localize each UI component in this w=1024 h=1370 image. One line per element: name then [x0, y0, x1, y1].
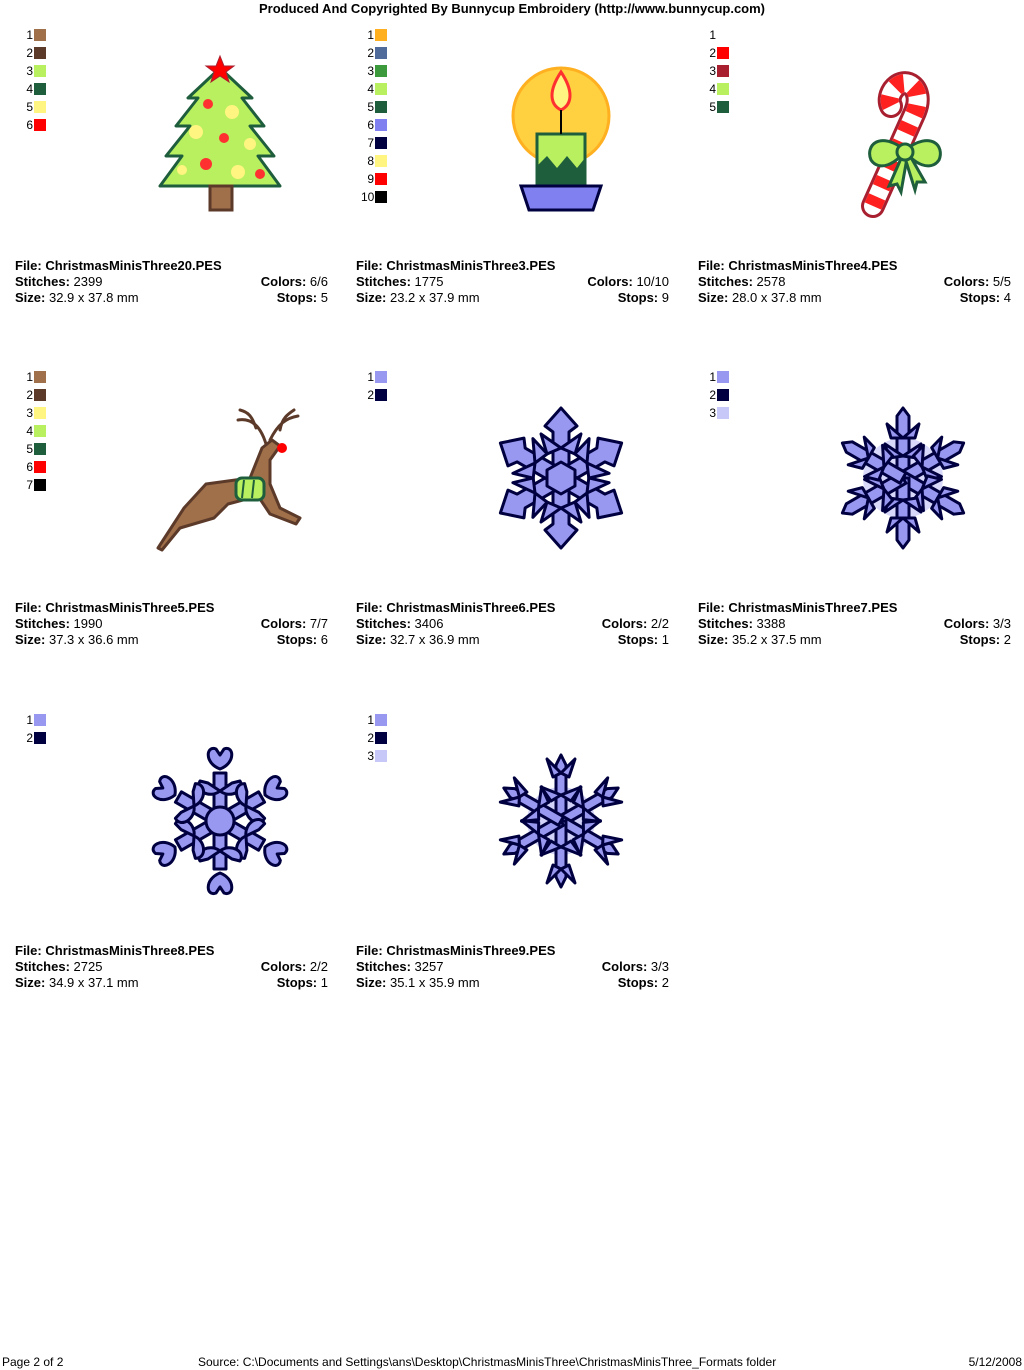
legend-row	[361, 44, 387, 62]
color-count: 2/2	[309, 959, 328, 974]
stop-count: 2	[661, 975, 669, 990]
color-swatch	[34, 29, 46, 41]
design-size: 32.9 x 37.8 mm	[48, 290, 139, 305]
legend-number: 3	[367, 749, 374, 763]
legend-number: 3	[367, 64, 374, 78]
candy-cane-icon	[793, 46, 1013, 226]
color-swatch	[34, 479, 46, 491]
color-swatch	[375, 119, 387, 131]
design-info: File: ChristmasMinisThree20.PES Stitches: 2399 Colors: 6/6 Size: 32.9 x 37.8 mm Stops: 5	[15, 258, 328, 305]
color-legend	[361, 711, 387, 765]
legend-number: 4	[709, 82, 716, 96]
legend-number: 1	[709, 28, 716, 42]
stitch-count: 3388	[756, 616, 786, 631]
design-card	[15, 368, 330, 668]
color-swatch	[717, 65, 729, 77]
design-card	[356, 711, 671, 1011]
stitch-count: 1990	[73, 616, 103, 631]
color-swatch	[375, 732, 387, 744]
legend-number: 2	[367, 731, 374, 745]
legend-number: 1	[709, 370, 716, 384]
legend-row	[361, 134, 387, 152]
design-card	[698, 26, 1013, 326]
color-swatch	[34, 407, 46, 419]
color-count: 2/2	[650, 616, 669, 631]
legend-number: 5	[709, 100, 716, 114]
color-swatch	[34, 83, 46, 95]
color-legend	[703, 368, 729, 422]
color-count: 3/3	[992, 616, 1011, 631]
design-info: File: ChristmasMinisThree7.PES Stitches: 3388 Colors: 3/3 Size: 35.2 x 37.5 mm Stops: 2	[698, 600, 1011, 647]
legend-number: 6	[367, 118, 374, 132]
legend-number: 2	[26, 388, 33, 402]
legend-row	[703, 62, 729, 80]
source-path: Source: C:\Documents and Settings\ans\Desktop\ChristmasMinisThree\ChristmasMinisThree_Formats folder	[198, 1355, 777, 1369]
design-info: File: ChristmasMinisThree5.PES Stitches: 1990 Colors: 7/7 Size: 37.3 x 36.6 mm Stops: 6	[15, 600, 328, 647]
legend-number: 5	[367, 100, 374, 114]
color-swatch	[375, 714, 387, 726]
legend-row	[20, 458, 46, 476]
legend-number: 1	[367, 370, 374, 384]
legend-row	[20, 62, 46, 80]
stop-count: 6	[320, 632, 328, 647]
page-footer	[0, 1355, 1024, 1369]
color-swatch	[717, 47, 729, 59]
legend-number: 8	[367, 154, 374, 168]
legend-number: 7	[26, 478, 33, 492]
legend-row	[703, 404, 729, 422]
color-swatch	[375, 191, 387, 203]
legend-row	[20, 98, 46, 116]
file-name: ChristmasMinisThree5.PES	[45, 600, 215, 615]
legend-number: 3	[26, 64, 33, 78]
color-swatch	[34, 47, 46, 59]
file-name: ChristmasMinisThree7.PES	[728, 600, 898, 615]
legend-row	[361, 711, 387, 729]
legend-number: 3	[709, 64, 716, 78]
design-size: 35.2 x 37.5 mm	[731, 632, 822, 647]
file-name: ChristmasMinisThree3.PES	[386, 258, 556, 273]
legend-number: 7	[367, 136, 374, 150]
christmas-tree-icon	[110, 46, 330, 226]
legend-row	[20, 404, 46, 422]
stop-count: 9	[661, 290, 669, 305]
legend-row	[361, 170, 387, 188]
legend-number: 1	[367, 28, 374, 42]
legend-row	[20, 422, 46, 440]
stitch-count: 3406	[414, 616, 444, 631]
file-name: ChristmasMinisThree20.PES	[45, 258, 222, 273]
design-info: File: ChristmasMinisThree4.PES Stitches: 2578 Colors: 5/5 Size: 28.0 x 37.8 mm Stops: 4	[698, 258, 1011, 305]
legend-number: 4	[367, 82, 374, 96]
legend-number: 2	[709, 388, 716, 402]
legend-row	[361, 747, 387, 765]
legend-row	[703, 98, 729, 116]
color-swatch	[717, 83, 729, 95]
legend-number: 2	[26, 731, 33, 745]
legend-row	[20, 440, 46, 458]
legend-row	[703, 44, 729, 62]
legend-number: 2	[367, 46, 374, 60]
design-size: 28.0 x 37.8 mm	[731, 290, 822, 305]
design-size: 37.3 x 36.6 mm	[48, 632, 139, 647]
color-legend	[361, 26, 387, 206]
snowflake-icon	[451, 731, 671, 911]
color-count: 7/7	[309, 616, 328, 631]
color-swatch	[375, 389, 387, 401]
color-count: 3/3	[650, 959, 669, 974]
color-swatch	[717, 407, 729, 419]
legend-number: 9	[367, 172, 374, 186]
legend-row	[20, 368, 46, 386]
design-size: 32.7 x 36.9 mm	[389, 632, 480, 647]
legend-row	[361, 152, 387, 170]
legend-number: 10	[361, 190, 375, 204]
legend-row	[361, 368, 387, 386]
legend-number: 5	[26, 100, 33, 114]
legend-number: 1	[26, 713, 33, 727]
design-size: 35.1 x 35.9 mm	[389, 975, 480, 990]
legend-number: 2	[709, 46, 716, 60]
color-legend	[20, 368, 46, 494]
color-swatch	[375, 101, 387, 113]
design-info: File: ChristmasMinisThree6.PES Stitches: 3406 Colors: 2/2 Size: 32.7 x 36.9 mm Stops: 1	[356, 600, 669, 647]
legend-row	[20, 476, 46, 494]
color-swatch	[34, 714, 46, 726]
stitch-count: 2725	[73, 959, 103, 974]
color-swatch	[34, 119, 46, 131]
legend-row	[361, 386, 387, 404]
legend-number: 2	[26, 46, 33, 60]
stop-count: 4	[1003, 290, 1011, 305]
stitch-count: 1775	[414, 274, 444, 289]
color-swatch	[375, 137, 387, 149]
color-swatch	[717, 371, 729, 383]
legend-number: 3	[709, 406, 716, 420]
legend-row	[20, 711, 46, 729]
design-card	[356, 368, 671, 668]
color-swatch	[375, 83, 387, 95]
legend-row	[361, 188, 387, 206]
stop-count: 1	[661, 632, 669, 647]
legend-number: 1	[26, 28, 33, 42]
legend-row	[361, 116, 387, 134]
color-count: 6/6	[309, 274, 328, 289]
design-card	[15, 711, 330, 1011]
snowflake-icon	[451, 388, 671, 568]
legend-number: 3	[26, 406, 33, 420]
color-swatch	[34, 443, 46, 455]
color-swatch	[375, 750, 387, 762]
color-legend	[20, 26, 46, 134]
color-swatch	[717, 29, 729, 41]
legend-number: 6	[26, 118, 33, 132]
legend-row	[703, 80, 729, 98]
color-swatch	[375, 47, 387, 59]
design-info: File: ChristmasMinisThree8.PES Stitches: 2725 Colors: 2/2 Size: 34.9 x 37.1 mm Stops: 1	[15, 943, 328, 990]
candle-icon	[451, 46, 671, 226]
legend-number: 4	[26, 82, 33, 96]
legend-row	[361, 98, 387, 116]
stop-count: 1	[320, 975, 328, 990]
stitch-count: 3257	[414, 959, 444, 974]
legend-number: 1	[26, 370, 33, 384]
color-swatch	[375, 155, 387, 167]
legend-row	[703, 368, 729, 386]
color-swatch	[34, 461, 46, 473]
file-name: ChristmasMinisThree4.PES	[728, 258, 898, 273]
legend-row	[703, 26, 729, 44]
legend-row	[20, 80, 46, 98]
legend-row	[361, 729, 387, 747]
legend-number: 4	[26, 424, 33, 438]
color-count: 10/10	[636, 274, 669, 289]
color-swatch	[34, 65, 46, 77]
design-card	[356, 26, 671, 326]
stitch-count: 2578	[756, 274, 786, 289]
color-swatch	[375, 65, 387, 77]
color-legend	[703, 26, 729, 116]
color-swatch	[717, 389, 729, 401]
legend-row	[361, 26, 387, 44]
design-card	[15, 26, 330, 326]
color-swatch	[375, 371, 387, 383]
file-name: ChristmasMinisThree8.PES	[45, 943, 215, 958]
file-name: ChristmasMinisThree6.PES	[386, 600, 556, 615]
color-swatch	[34, 389, 46, 401]
stop-count: 5	[320, 290, 328, 305]
design-size: 34.9 x 37.1 mm	[48, 975, 139, 990]
color-swatch	[375, 29, 387, 41]
reindeer-icon	[110, 388, 330, 568]
file-name: ChristmasMinisThree9.PES	[386, 943, 556, 958]
stop-count: 2	[1003, 632, 1011, 647]
color-swatch	[34, 101, 46, 113]
legend-row	[20, 44, 46, 62]
color-count: 5/5	[992, 274, 1011, 289]
color-swatch	[34, 425, 46, 437]
legend-number: 5	[26, 442, 33, 456]
page-number: Page 2 of 2	[2, 1355, 64, 1369]
snowflake-icon	[793, 388, 1013, 568]
design-card	[698, 368, 1013, 668]
legend-row	[20, 386, 46, 404]
legend-number: 1	[367, 713, 374, 727]
stitch-count: 2399	[73, 274, 103, 289]
legend-number: 6	[26, 460, 33, 474]
print-date: 5/12/2008	[968, 1355, 1022, 1369]
page-header: Produced And Copyrighted By Bunnycup Embroidery (http://www.bunnycup.com)	[258, 1, 766, 16]
legend-row	[361, 80, 387, 98]
legend-row	[703, 386, 729, 404]
color-legend	[20, 711, 46, 747]
design-info: File: ChristmasMinisThree3.PES Stitches: 1775 Colors: 10/10 Size: 23.2 x 37.9 mm Stops: 9	[356, 258, 669, 305]
design-size: 23.2 x 37.9 mm	[389, 290, 480, 305]
color-swatch	[34, 371, 46, 383]
design-info: File: ChristmasMinisThree9.PES Stitches: 3257 Colors: 3/3 Size: 35.1 x 35.9 mm Stops: 2	[356, 943, 669, 990]
snowflake-icon	[110, 731, 330, 911]
color-swatch	[717, 101, 729, 113]
legend-number: 2	[367, 388, 374, 402]
color-swatch	[34, 732, 46, 744]
legend-row	[20, 116, 46, 134]
legend-row	[361, 62, 387, 80]
color-swatch	[375, 173, 387, 185]
legend-row	[20, 26, 46, 44]
legend-row	[20, 729, 46, 747]
color-legend	[361, 368, 387, 404]
